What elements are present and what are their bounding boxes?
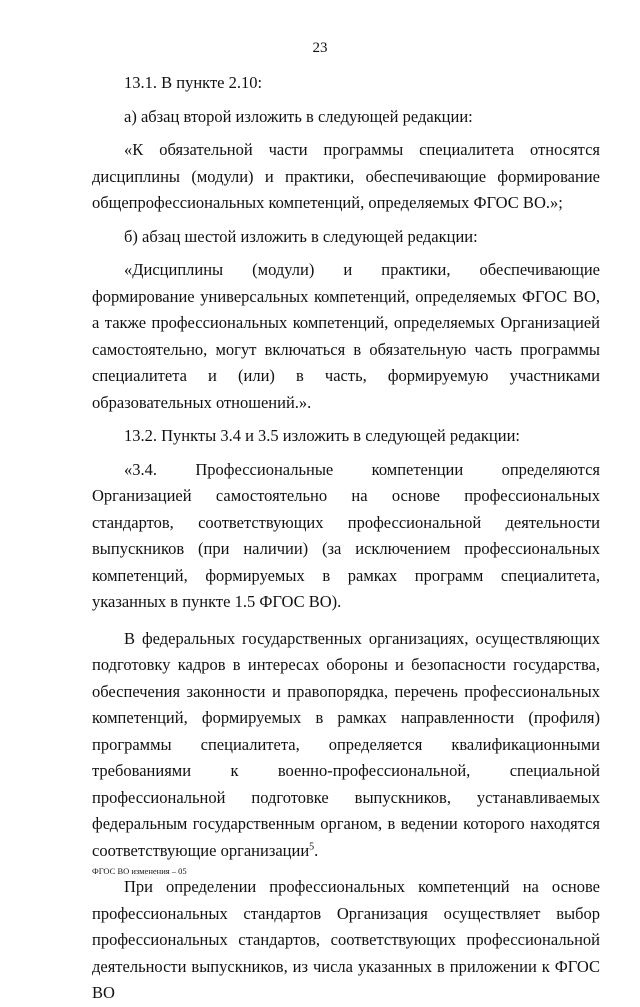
paragraph-federal-period: . xyxy=(314,840,319,860)
paragraph-federal-text: В федеральных государственных организациях, осуществляющих подготовку кадров в интересах обороны и безопасности государства, обеспечения законности и правопорядка, перечень профессиональных компетенций, формируемых в рамках направленности (профиля) программы специалитета, определяется квалификационными требованиями к военно-профессиональной, специальной профессиональной подготовке выпускников, устанавливаемых федеральным государственным органом, в ведении которого находятся соответствующие организации xyxy=(92,628,600,860)
paragraph-federal xyxy=(92,626,600,865)
paragraph-3-4: «3.4. Профессиональные компетенции определяются Организацией самостоятельно на основе профессиональных стандартов, соответствующих профессиональной деятельности выпускников (при наличии) (за исключением профессиональных компетенций, формируемых в рамках программ специалитета, указанных в пункте 1.5 ФГОС ВО). xyxy=(92,459,600,611)
footnote-reference[interactable]: 5 xyxy=(309,841,315,852)
paragraph-13-2: 13.2. Пункты 3.4 и 3.5 изложить в следующей редакции: xyxy=(124,426,521,445)
paragraph-b: б) абзац шестой изложить в следующей редакции: xyxy=(124,226,478,246)
footer-note: ФГОС ВО изменения – 05 xyxy=(92,866,187,876)
paragraph-a: а) абзац второй изложить в следующей редакции: xyxy=(124,106,473,126)
paragraph-quote-1: «К обязательной части программы специалитета относятся дисциплины (модули) и практики, обеспечивающие формирование общепрофессиональных компетенций, определяемых ФГОС ВО.»; xyxy=(92,140,600,212)
paragraph-13-1: 13.1. В пункте 2.10: xyxy=(124,73,263,92)
paragraph-quote-2: «Дисциплины (модули) и практики, обеспечивающие формирование универсальных компетенций, определяемых ФГОС ВО, а также профессиональных компетенций, определяемых Организацией самостоятельно, могут включаться в обязательную часть программы специалитета и (или) в часть, формируемую участниками образовательных отношений.». xyxy=(92,260,600,412)
page-number: 23 xyxy=(312,40,328,56)
paragraph-determination: При определении профессиональных компетенций на основе профессиональных стандартов Организация осуществляет выбор профессиональных стандартов, соответствующих профессиональной деятельности выпускников, из числа указанных в приложении к ФГОС ВО xyxy=(92,877,600,1002)
